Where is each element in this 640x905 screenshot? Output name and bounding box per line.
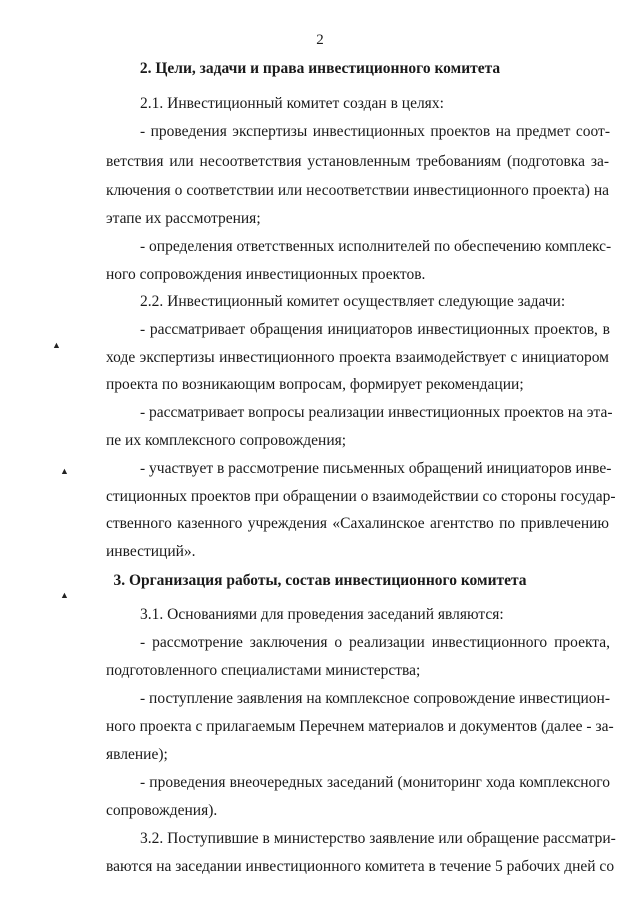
text-line: ключения о соответствии или несоответствии инвестиционного проекта) на	[106, 182, 609, 199]
text-line: ного сопровождения инвестиционных проектов.	[106, 266, 426, 283]
text-line: ваются на заседании инвестиционного комитета в течение 5 рабочих дней со	[106, 858, 615, 875]
text-line: 3.2. Поступившие в министерство заявление или обращение рассматри-	[140, 830, 616, 847]
text-line: ственного казенного учреждения «Сахалинское агентство по привлечению	[106, 515, 609, 532]
text-line: 2.1. Инвестиционный комитет создан в целях:	[140, 95, 444, 112]
section-3-heading: 3. Организация работы, состав инвестиционного комитета	[113, 572, 527, 589]
text-line: - проведения внеочередных заседаний (мониторинг хода комплексного	[140, 774, 610, 791]
section-2-heading: 2. Цели, задачи и права инвестиционного комитета	[139, 60, 501, 77]
scan-mark-icon: ▲	[52, 340, 61, 350]
text-line: - участвует в рассмотрение письменных обращений инициаторов инве-	[140, 460, 612, 477]
text-line: ного проекта с прилагаемым Перечнем материалов и документов (далее - за-	[106, 718, 614, 735]
text-line: - рассматривает вопросы реализации инвестиционных проектов на эта-	[140, 404, 613, 421]
text-line: стиционных проектов при обращении о взаимодействии со стороны государ-	[106, 488, 616, 505]
text-line: сопровождения).	[106, 802, 218, 819]
text-line: - определения ответственных исполнителей по обеспечению комплекс-	[140, 238, 612, 255]
text-line: ходе экспертизы инвестиционного проекта взаимодействует с инициатором	[106, 349, 609, 366]
scan-mark-icon: ▲	[60, 466, 69, 476]
text-line: подготовленного специалистами министерства;	[106, 662, 421, 679]
text-line: явление);	[106, 746, 168, 763]
text-line: 2.2. Инвестиционный комитет осуществляет следующие задачи:	[140, 293, 566, 310]
text-line: - проведения экспертизы инвестиционных проектов на предмет соот-	[140, 123, 610, 140]
text-line: ветствия или несоответствия установленным требованиям (подготовка за-	[106, 153, 609, 170]
text-line: проекта по возникающим вопросам, формирует рекомендации;	[106, 376, 524, 393]
text-line: - поступление заявления на комплексное сопровождение инвестицион-	[140, 690, 611, 707]
text-line: - рассматривает обращения инициаторов инвестиционных проектов, в	[140, 321, 610, 338]
page-number: 2	[316, 32, 324, 48]
text-line: - рассмотрение заключения о реализации инвестиционного проекта,	[140, 634, 610, 651]
scan-mark-icon: ▲	[60, 590, 69, 600]
text-line: этапе их рассмотрения;	[106, 210, 261, 227]
text-line: 3.1. Основаниями для проведения заседаний являются:	[140, 606, 504, 623]
text-line: пе их комплексного сопровождения;	[106, 432, 347, 449]
text-line: инвестиций».	[106, 543, 196, 560]
